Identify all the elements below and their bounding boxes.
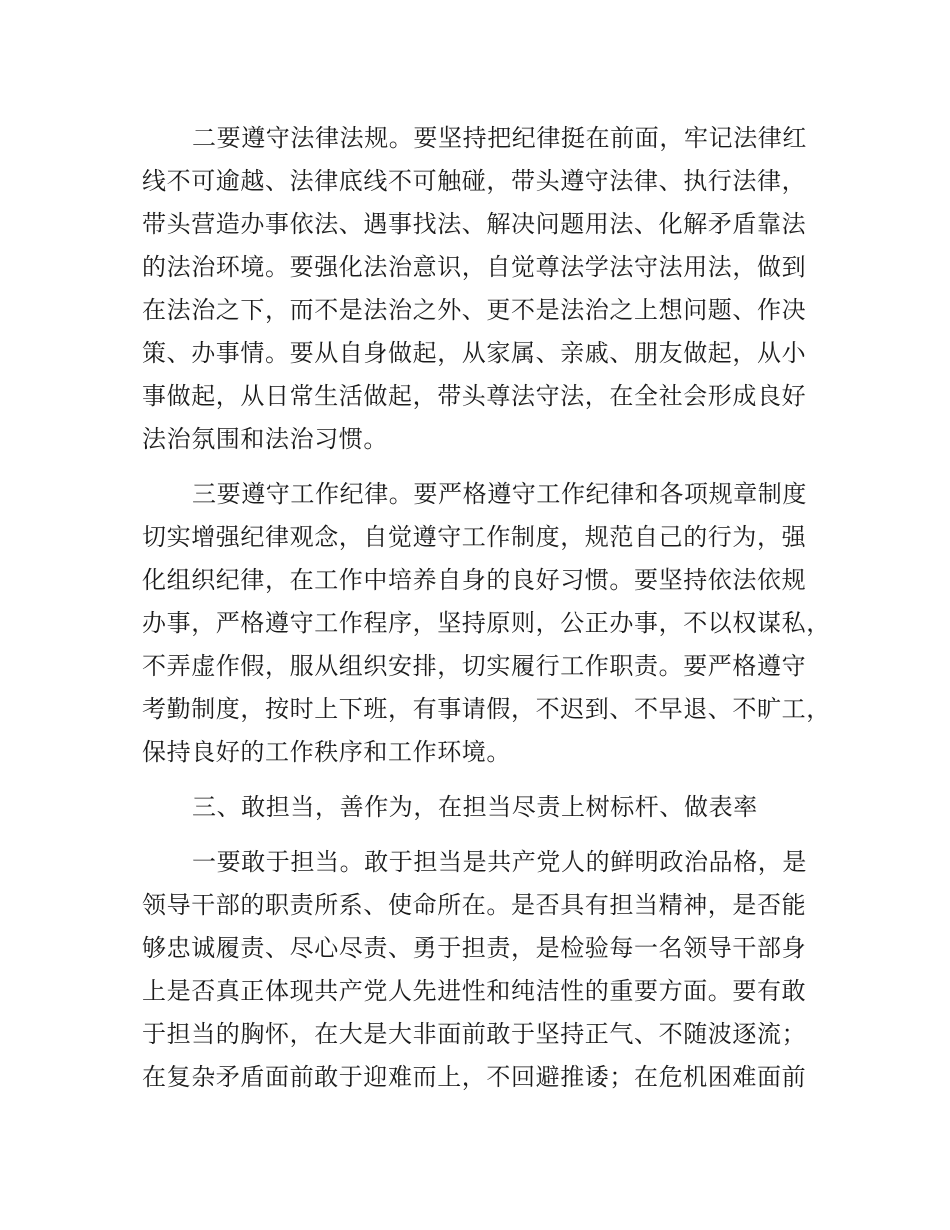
paragraph-3-line-3: 够忠诚履责、尽心尽责、勇于担责，是检验每一名领导干部身 xyxy=(142,934,807,962)
paragraph-2-line-2: 切实增强纪律观念，自觉遵守工作制度，规范自己的行为，强 xyxy=(142,523,807,551)
paragraph-1-line-7: 事做起，从日常生活做起，带头尊法守法，在全社会形成良好 xyxy=(142,382,807,410)
paragraph-2-line-3: 化组织纪律，在工作中培养自身的良好习惯。要坚持依法依规 xyxy=(142,566,807,594)
paragraph-1-line-4: 的法治环境。要强化法治意识，自觉尊法学法守法用法，做到 xyxy=(142,253,807,281)
paragraph-2-line-6: 考勤制度，按时上下班，有事请假，不迟到、不早退、不旷工， xyxy=(142,695,831,723)
paragraph-3-line-1: 一要敢于担当。敢于担当是共产党人的鲜明政治品格，是 xyxy=(192,848,807,876)
paragraph-2-line-7: 保持良好的工作秩序和工作环境。 xyxy=(142,738,511,766)
paragraph-1-line-5: 在法治之下，而不是法治之外、更不是法治之上想问题、作决 xyxy=(142,296,807,324)
paragraph-1-line-2: 线不可逾越、法律底线不可触碰，带头遵守法律、执行法律， xyxy=(142,167,807,195)
paragraph-3-line-5: 于担当的胸怀，在大是大非面前敢于坚持正气、不随波逐流； xyxy=(142,1020,807,1048)
paragraph-3-line-2: 领导干部的职责所系、使命所在。是否具有担当精神，是否能 xyxy=(142,891,807,919)
paragraph-1-line-6: 策、办事情。要从自身做起，从家属、亲戚、朋友做起，从小 xyxy=(142,339,807,367)
paragraph-2-line-4: 办事，严格遵守工作程序，坚持原则，公正办事，不以权谋私， xyxy=(142,609,831,637)
paragraph-3-line-6: 在复杂矛盾面前敢于迎难而上，不回避推诿；在危机困难面前 xyxy=(142,1063,807,1091)
paragraph-1-line-1: 二要遵守法律法规。要坚持把纪律挺在前面，牢记法律红 xyxy=(192,124,807,152)
paragraph-1-line-8: 法治氛围和法治习惯。 xyxy=(142,425,388,453)
paragraph-3-line-4: 上是否真正体现共产党人先进性和纯洁性的重要方面。要有敢 xyxy=(142,977,807,1005)
section-heading: 三、敢担当，善作为，在担当尽责上树标杆、做表率 xyxy=(192,793,758,821)
paragraph-1-line-3: 带头营造办事依法、遇事找法、解决问题用法、化解矛盾靠法 xyxy=(142,210,807,238)
paragraph-2-line-5: 不弄虚作假，服从组织安排，切实履行工作职责。要严格遵守 xyxy=(142,652,807,680)
paragraph-2-line-1: 三要遵守工作纪律。要严格遵守工作纪律和各项规章制度 xyxy=(192,480,807,508)
